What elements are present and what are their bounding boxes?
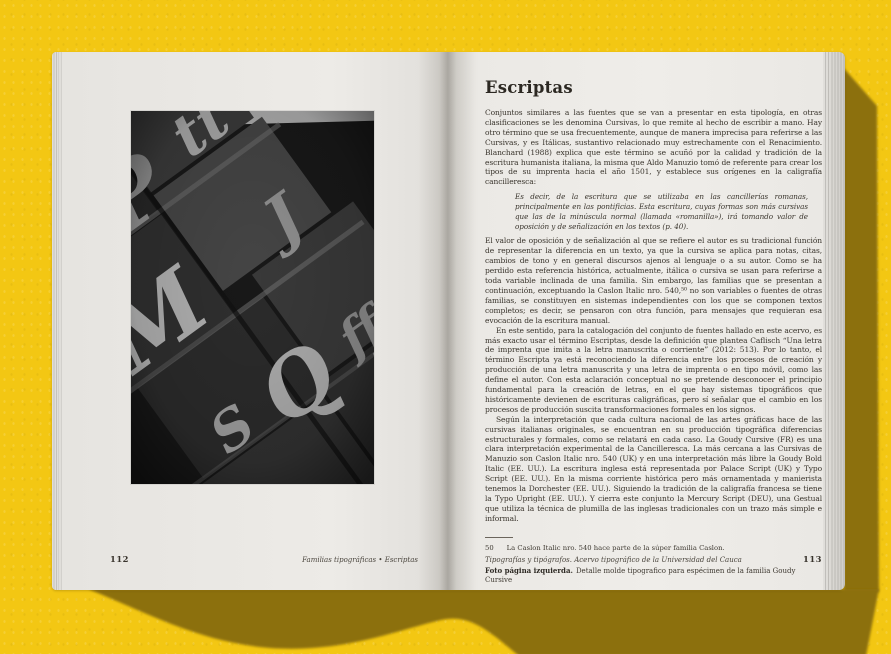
letterpress-photo-graphic — [131, 111, 374, 484]
page-edges-left — [52, 52, 62, 590]
block-quote: Es decir, de la escritura que se utilizaba en las cancillerías romanas, principalmente en las pontificias. Esta escritura, cuyas formas son más cursivas que las de la minúscula normal (llamada «romanilla»), irá tomando valor de oposición y de señalización en los textos (p. 40). — [515, 192, 808, 231]
photo-caption — [485, 566, 822, 586]
right-page — [448, 52, 823, 590]
footnote-rule — [485, 537, 513, 538]
running-footer-left: Familias tipográficas • Escriptas — [302, 556, 418, 564]
left-page — [62, 52, 448, 590]
section-title: Escriptas — [485, 78, 573, 97]
caption-label: Foto página izquierda. — [485, 565, 573, 575]
letterpress-photo — [131, 111, 374, 484]
page-number-left: 112 — [110, 554, 129, 564]
paragraph-2: El valor de oposición y de señalización al que se refiere el autor es su tradicional función de representar la diferencia en un texto, ya que la cursiva se aplica para notas, citas, cambios de tono y en general discursos ajenos al lenguaje o a su autor. Como se ha perdido esta referencia histórica, actualmente, itálica o cursiva se usan para referirse a toda variable inclinada de una familia. Sin embargo, las familias que se presentan a continuación, exceptuando la Caslon Italic nro. 540,⁵⁰ no son variables o fuentes de otras familias, se constituyen en sistemas independientes con los que se componen textos completos; es decir, se pensaron con otra función, para mensajes que requieran esa evocación de la escritura manual. — [485, 236, 822, 325]
page-edges-right — [823, 52, 845, 590]
open-book — [52, 52, 845, 590]
footnote-text: La Caslon Italic nro. 540 hace parte de la súper familia Caslon. — [506, 543, 725, 552]
paragraph-3: En este sentido, para la catalogación del conjunto de fuentes hallado en este acervo, es más exacto usar el término Escriptas, desde la definición que plantea Caflisch “Una letra de imprenta que imita a la letra manuscrita o corriente” (2012: 513). Por lo tanto, el término Escripta ya está reconociendo la diferencia entre los procesos de creación y producción de una letra manuscrita y una letra de imprenta o en tipo móvil, como las define el autor. Con esta aclaración conceptual no se pretende desconocer el principio fundamental para la creación de letras, en el que hay sistemas tipográficos que históricamente devienen de escrituras caligráficas, pero sí señalar que el cambio en los procesos de producción suscita transformaciones formales en los signos. — [485, 325, 822, 414]
right-page-footer — [485, 554, 822, 564]
footnote-number: 50 — [485, 543, 494, 552]
right-page-content — [485, 78, 822, 586]
shadow-bottom-blob — [88, 589, 879, 654]
left-page-footer — [110, 554, 418, 564]
photo-vignette — [131, 111, 374, 484]
paragraph-1: Conjuntos similares a las fuentes que se van a presentar en esta tipología, en otras clasificaciones se les denomina Cursivas, lo que remite al hecho de escribir a mano. Hay otro término que se usa frecuentemente, aunque de manera imprecisa para referirse a las Cursivas, y es Itálicas, sustantivo relacionado muy estrechamente con el Renacimiento. Blanchard (1988) explica que este término se acuñó por la calidad y tradición de la escritura humanista italiana, la misma que Aldo Manuzio tomó de referente para crear los tipos de su imprenta hacia el año 1501, y establece sus orígenes en la caligrafía cancilleresca: — [485, 108, 822, 187]
paragraph-4: Según la interpretación que cada cultura nacional de las artes gráficas hace de las cursivas italianas originales, se encuentran en su producción tipográfica diferencias estructurales y formales, como se relatará en cada caso. La Goudy Cursive (FR) es una clara interpretación experimental de la Cancilleresca. La más cercana a las Cursivas de Manuzio son Caslon Italic nro. 540 (UK) y en una interpretación más libre la Goudy Bold Italic (EE. UU.). La escritura inglesa está representada por Palace Script (UK) y Typo Script (EE. UU.). En la misma corriente histórica pero más ornamentada y manierista tenemos la Dorchester (EE. UU.). Siguiendo la tradición de la caligrafía francesa se tiene la Typo Upright (EE. UU.). Y cierra este conjunto la Mercury Script (DEU), una Gestual que utiliza la técnica de plumilla de las inglesas tradicionales con un trazo más simple e informal. — [485, 414, 822, 523]
running-footer-right: Tipografías y tipógrafos. Acervo tipográfico de la Universidad del Cauca — [485, 556, 742, 564]
caption-text: Detalle molde tipografico para espécimen de la familia Goudy Cursive — [485, 566, 796, 585]
footnote — [485, 544, 822, 553]
page-number-right: 113 — [803, 554, 822, 564]
